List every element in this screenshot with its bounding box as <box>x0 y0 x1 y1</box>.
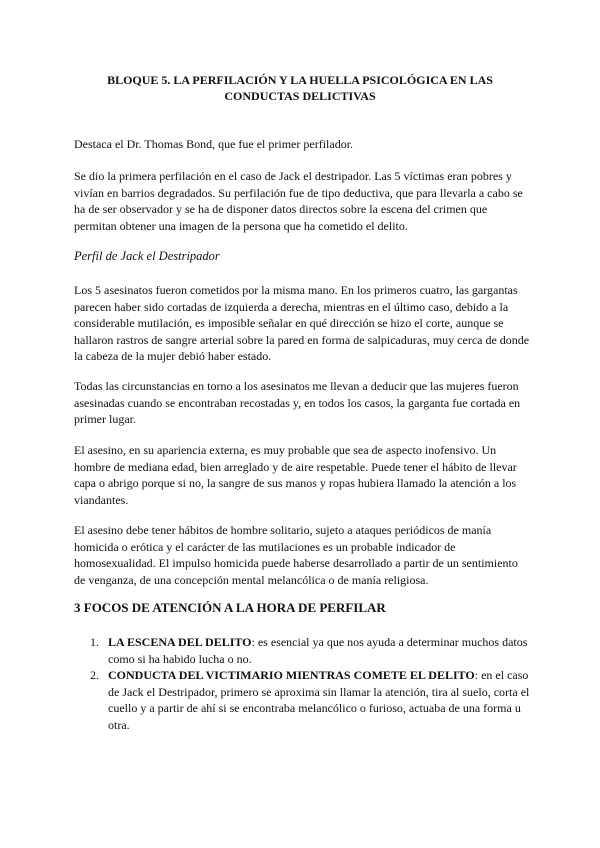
list-number: 1. <box>90 635 99 649</box>
murders-paragraph: Los 5 asesinatos fueron cometidos por la misma mano. En los primeros cuatro, las gargantas parecen haber sido cortadas de izquierda a derecha, mientras en el último caso, debido a la considerable mutilación, es imposible señalar en qué dirección se hizo el corte, aunque se hallaron rastros de sangre arterial sobre la pared en forma de salpicaduras, muy cerca de donde la cabeza de la mujer debió haber estado. <box>74 283 530 363</box>
first-profiling-paragraph: Se dio la primera perfilación en el caso de Jack el destripador. Las 5 víctimas eran pobres y vivían en barrios degradados. Su perfilación fue de tipo deductiva, que para llevarla a cabo se ha de ser observador y se ha de disponer datos directos sobre la escena del crimen que permitan obtener una imagen de la persona que ha cometido el delito. <box>74 169 523 233</box>
list-number: 2. <box>90 668 99 682</box>
circumstances-paragraph: Todas las circunstancias en torno a los asesinatos me llevan a deducir que las mujeres fueron asesinadas cuando se encontraban recostadas y, en todos los casos, la garganta fue cortada en primer lugar. <box>74 379 521 426</box>
focus-list <box>74 634 530 733</box>
list-item-text: : en el caso de Jack el Destripador, primero se aproxima sin llamar la atención, tira al suelo, corta el cuello y a partir de ahí si se encontraba melancólico o furioso, actuaba de una forma u otra. <box>108 668 530 732</box>
profile-subheading: Perfil de Jack el Destripador <box>74 249 220 263</box>
appearance-paragraph: El asesino, en su apariencia externa, es muy probable que sea de aspecto inofensivo. Un hombre de mediana edad, bien arreglado y de aire respetable. Puede tener el hábito de llevar capa o abrigo porque si no, la sangre de sus manos y ropas hubiera llamado la atención a los viandantes. <box>74 443 517 507</box>
list-item-heading: CONDUCTA DEL VICTIMARIO MIENTRAS COMETE EL DELITO <box>108 668 475 682</box>
habits-paragraph: El asesino debe tener hábitos de hombre solitario, sujeto a ataques periódicos de manía homicida o erótica y el carácter de las mutilaciones es un probable indicador de homosexualidad. El impulso homicida puede haberse desarrollado a partir de un sentimiento de venganza, de una concepción mental melancólica o de manía religiosa. <box>74 523 518 587</box>
intro-paragraph: Destaca el Dr. Thomas Bond, que fue el primer perfilador. <box>74 137 354 151</box>
document-title: BLOQUE 5. LA PERFILACIÓN Y LA HUELLA PSICOLÓGICA EN LAS CONDUCTAS DELICTIVAS <box>107 73 493 103</box>
list-item <box>74 667 530 733</box>
list-item-heading: LA ESCENA DEL DELITO <box>108 635 252 649</box>
section-title: 3 FOCOS DE ATENCIÓN A LA HORA DE PERFILAR <box>74 600 386 615</box>
list-item-text: : es esencial ya que nos ayuda a determinar muchos datos como si ha habido lucha o no. <box>108 635 528 666</box>
list-item <box>74 634 530 667</box>
